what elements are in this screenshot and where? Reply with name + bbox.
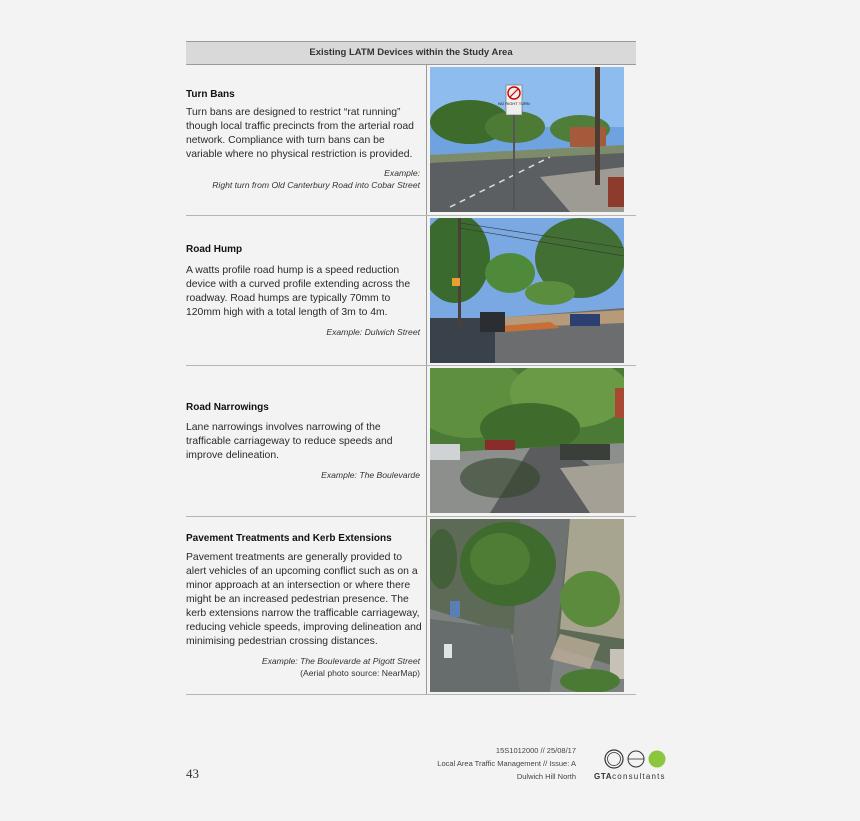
table-row-turn-bans [186,65,636,216]
aerial-photo [430,519,624,696]
row-description: A watts profile road hump is a speed reduction device with a curved profile extending across the roadway. Road humps are typically 70mm to 120mm high with a total length of 3m to 4m. [186,265,411,318]
footer-meta [437,744,576,783]
row-description: Lane narrowings involves narrowing of the trafficable carriageway to reduce speeds and improve delineation. [186,422,393,461]
row-title: Road Narrowings [186,402,269,413]
example-text: Right turn from Old Canterbury Road into Cobar Street [212,180,420,190]
row-example: Example: The Boulevarde [321,470,420,480]
document-reference: 15S1012000 // 25/08/17 [495,746,576,755]
logo-wordmark: GTAconsultants [594,772,666,781]
gta-consultants-logo [594,748,676,784]
page-number: 43 [186,766,199,781]
road-narrowing-photo [430,368,624,518]
table-row-pavement-treatments [186,517,636,695]
row-title: Road Hump [186,244,243,255]
sign-label: NO RIGHT TURN [498,101,530,106]
table-row-road-narrowings [186,366,636,517]
photo-source: (Aerial photo source: NearMap) [300,668,420,678]
report-title: Local Area Traffic Management // Issue: A [437,759,576,768]
latm-devices-table [186,41,636,695]
row-title: Pavement Treatments and Kerb Extensions [186,533,392,544]
example-text: Example: The Boulevarde at Pigott Street [261,656,420,666]
turn-ban-photo [430,67,624,217]
row-description: Turn bans are designed to restrict “rat running” though local traffic precincts from the arterial road network. Compliance with turn bans can be variable where no physical restriction is provided. [186,107,414,160]
table-row-road-hump [186,216,636,366]
road-hump-photo [430,218,624,367]
example-label: Example: [384,168,420,178]
logo-circles-icon [594,748,676,770]
table-header: Existing LATM Devices within the Study Area [186,41,636,65]
row-example [262,655,420,679]
row-description: Pavement treatments are generally provided to alert vehicles of an upcoming conflict such as on a minor approach at an intersection or where there might be an increased pedestrian presence. The kerb extensions narrow the trafficable carriageway, reducing vehicle speeds, improving delineation and minimising pedestrian crossing distances. [186,552,422,647]
row-title: Turn Bans [186,89,235,100]
study-location: Dulwich Hill North [516,772,576,781]
row-example [212,167,420,191]
row-example: Example: Dulwich Street [326,327,420,337]
